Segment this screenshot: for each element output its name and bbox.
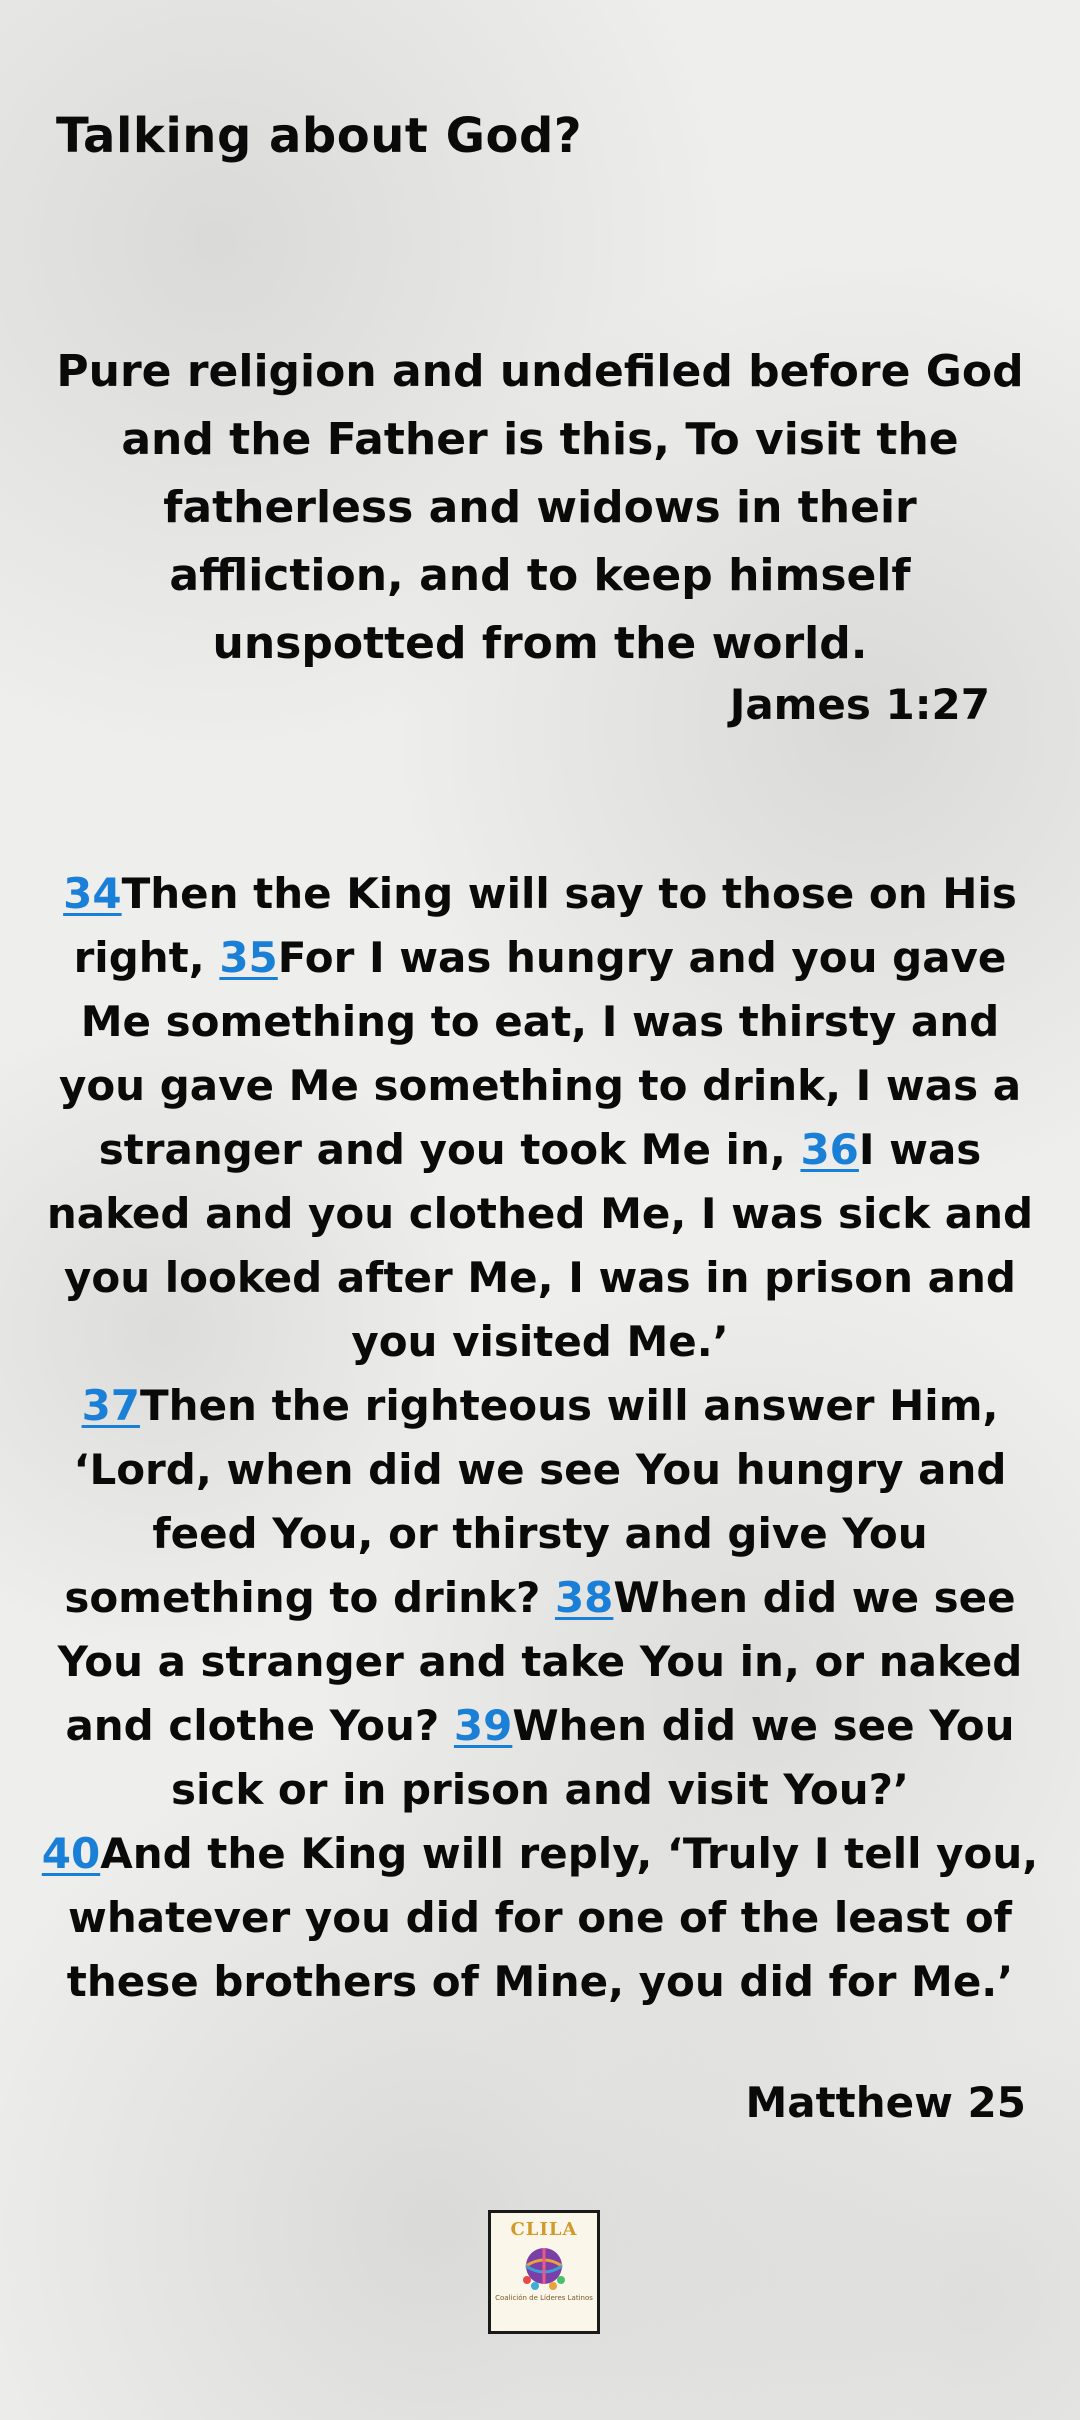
- verse-text-39: When did we see You sick or in prison and visit You?’: [171, 1701, 1015, 1814]
- logo-name: CLILA: [510, 2219, 578, 2240]
- verse-text-40: And the King will reply, ‘Truly I tell you, whatever you did for one of the least of these brothers of Mine, you did for Me.’: [66, 1829, 1039, 2006]
- verse-number-36[interactable]: 36: [800, 1125, 859, 1174]
- page-title: Talking about God?: [56, 108, 583, 164]
- globe-icon: [518, 2240, 570, 2292]
- verse-text-38: When did we see You a stranger and take You in, or naked and clothe You?: [57, 1573, 1023, 1750]
- verse-text-34: Then the King will say to those on His right,: [73, 869, 1017, 982]
- verse-number-38[interactable]: 38: [554, 1573, 614, 1622]
- clila-logo: [488, 2210, 600, 2334]
- verse-number-37[interactable]: 37: [81, 1381, 141, 1430]
- matthew-quote: [40, 862, 1040, 2014]
- james-quote: Pure religion and undefiled before God and the Father is this, To visit the fatherless and widows in their affliction, and to keep himself unspotted from the world.: [56, 346, 1024, 669]
- verse-number-40[interactable]: 40: [41, 1829, 101, 1878]
- logo-subtitle: Coalición de Líderes Latinos: [495, 2294, 593, 2302]
- verse-number-35[interactable]: 35: [219, 933, 278, 982]
- verse-number-39[interactable]: 39: [453, 1701, 513, 1750]
- james-reference: James 1:27: [729, 680, 990, 729]
- verse-text-36: I was naked and you clothed Me, I was sick and you looked after Me, I was in prison and you visited Me.’: [46, 1125, 1034, 1366]
- verse-number-34[interactable]: 34: [63, 869, 122, 918]
- verse-text-35: For I was hungry and you gave Me something to eat, I was thirsty and you gave Me something to drink, I was a stranger and you took Me in,: [58, 933, 1022, 1174]
- verse-text-37: Then the righteous will answer Him, ‘Lord, when did we see You hungry and feed You, or thirsty and give You something to drink?: [64, 1381, 1007, 1622]
- matthew-reference: Matthew 25: [745, 2078, 1026, 2127]
